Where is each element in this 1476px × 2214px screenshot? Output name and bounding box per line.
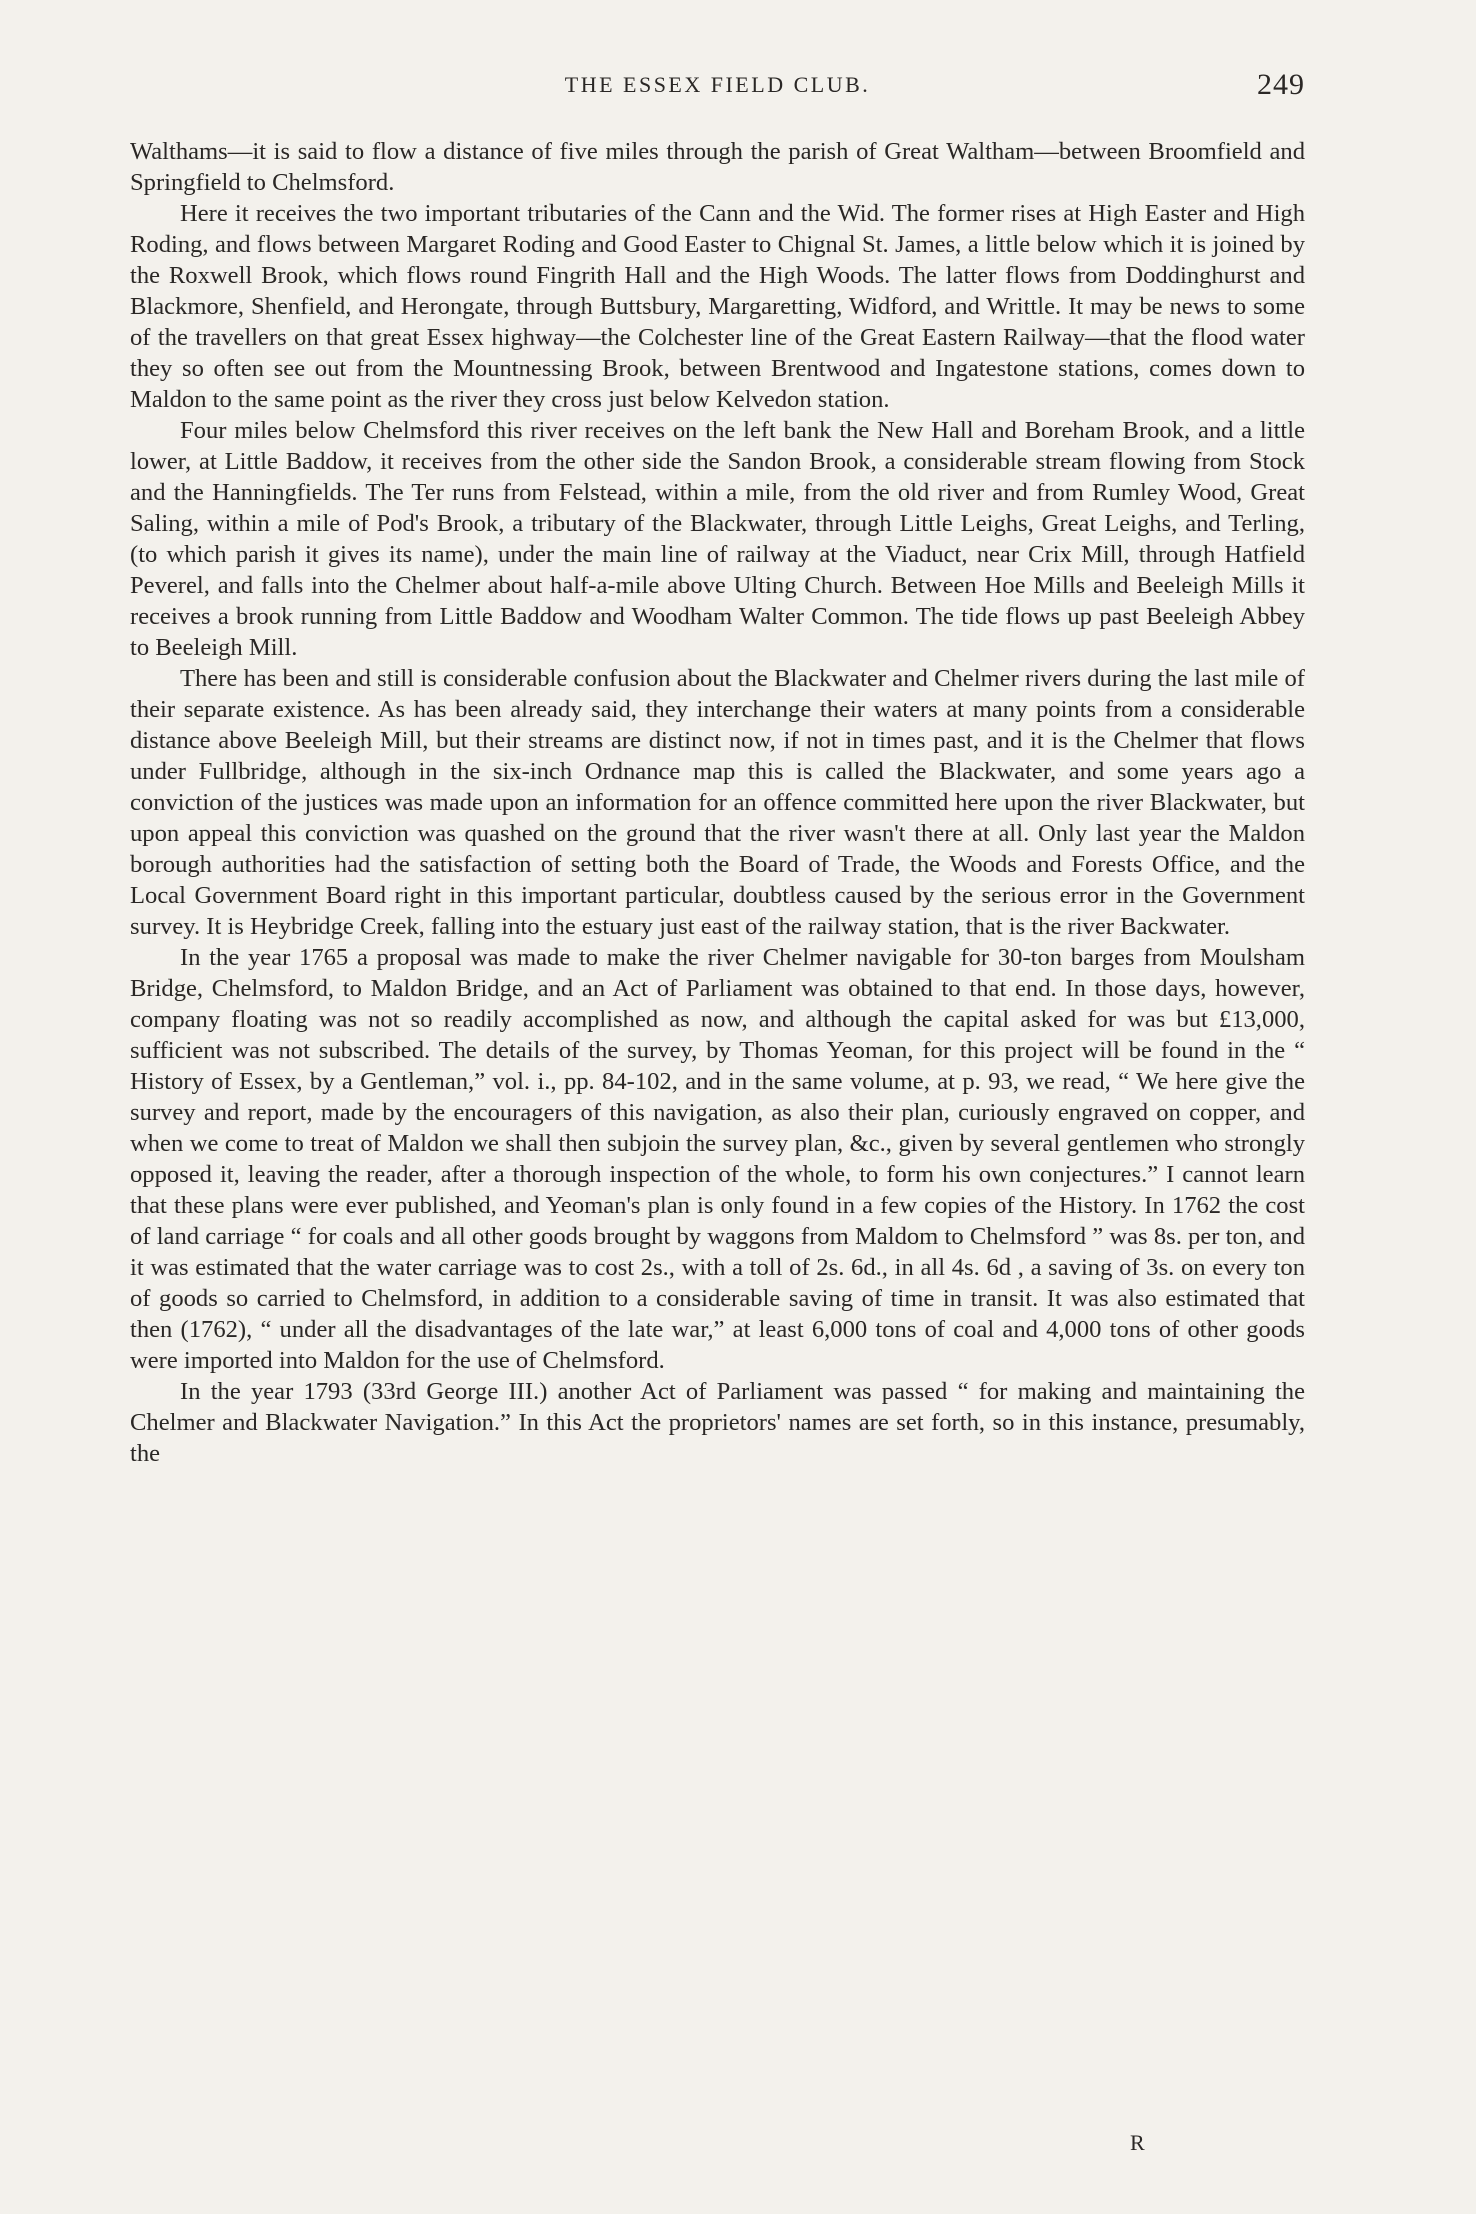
running-title: THE ESSEX FIELD CLUB. (564, 72, 871, 97)
paragraph-tributaries: Here it receives the two important tributaries of the Cann and the Wid. The former rises at High Easter and High Roding, and flows between Margaret Roding and Good Easter to Chignal St. James, a little below which it is joined by the Roxwell Brook, which flows round Fingrith Hall and the High Woods. The latter flows from Doddinghurst and Blackmore, Shenfield, and Herongate, through Buttsbury, Margaretting, Widford, and Writtle. It may be news to some of the travellers on that great Essex highway—the Colchester line of the Great Eastern Railway—that the flood water they so often see out from the Mountnessing Brook, between Brentwood and Ingatestone stations, comes down to Maldon to the same point as the river they cross just below Kelvedon station. (130, 200, 1305, 413)
body-text (130, 136, 1305, 1469)
paragraph-chelmsford-below: Four miles below Chelmsford this river receives on the left bank the New Hall and Boreham Brook, and a little lower, at Little Baddow, it receives from the other side the Sandon Brook, a considerable stream flowing from Stock and the Hanningfields. The Ter runs from Felstead, within a mile, from the old river and from Rumley Wood, Great Saling, within a mile of Pod's Brook, a tributary of the Blackwater, through Little Leighs, Great Leighs, and Terling, (to which parish it gives its name), under the main line of railway at the Viaduct, near Crix Mill, through Hatfield Peverel, and falls into the Chelmer about half-a-mile above Ulting Church. Between Hoe Mills and Beeleigh Mills it receives a brook running from Little Baddow and Woodham Walter Common. The tide flows up past Beeleigh Abbey to Beeleigh Mill. (130, 417, 1305, 661)
paragraph-confusion: There has been and still is considerable confusion about the Blackwater and Chelmer rivers during the last mile of their separate existence. As has been already said, they interchange their waters at many points from a considerable distance above Beeleigh Mill, but their streams are distinct now, if not in times past, and it is the Chelmer that flows under Fullbridge, although in the six-inch Ordnance map this is called the Blackwater, and some years ago a conviction of the justices was made upon an information for an offence committed here upon the river Blackwater, but upon appeal this conviction was quashed on the ground that the river wasn't there at all. Only last year the Maldon borough authorities had the satisfaction of setting both the Board of Trade, the Woods and Forests Office, and the Local Government Board right in this important particular, doubtless caused by the serious error in the Government survey. It is Heybridge Creek, falling into the estuary just east of the railway station, that is the river Backwater. (130, 665, 1305, 940)
running-head (130, 68, 1305, 108)
paragraph-continuation: Walthams—it is said to flow a distance of five miles through the parish of Great Waltham—between Broomfield and Springfield to Chelmsford. (130, 138, 1305, 196)
signature-mark: R (1130, 2130, 1146, 2155)
page-number: 249 (1257, 68, 1305, 101)
paragraph-navigation-1765: In the year 1765 a proposal was made to make the river Chelmer navigable for 30-ton barges from Moulsham Bridge, Chelmsford, to Maldon Bridge, and an Act of Parliament was obtained to that end. In those days, however, company floating was not so readily accomplished as now, and although the capital asked for was but £13,000, sufficient was not subscribed. The details of the survey, by Thomas Yeoman, for this project will be found in the “ History of Essex, by a Gentleman,” vol. i., pp. 84-102, and in the same volume, at p. 93, we read, “ We here give the survey and report, made by the encouragers of this navigation, as also their plan, curiously engraved on copper, and when we come to treat of Maldon we shall then subjoin the survey plan, &c., given by several gentlemen who strongly opposed it, leaving the reader, after a thorough inspection of the whole, to form his own conjectures.” I cannot learn that these plans were ever published, and Yeoman's plan is only found in a few copies of the History. In 1762 the cost of land carriage “ for coals and all other goods brought by waggons from Maldom to Chelmsford ” was 8s. per ton, and it was estimated that the water carriage was to cost 2s., with a toll of 2s. 6d., in all 4s. 6d , a saving of 3s. on every ton of goods so carried to Chelmsford, in addition to a considerable saving of time in transit. It was also estimated that then (1762), “ under all the disadvantages of the late war,” at least 6,000 tons of coal and 4,000 tons of other goods were imported into Maldon for the use of Chelmsford. (130, 944, 1305, 1374)
paragraph-act-1793: In the year 1793 (33rd George III.) another Act of Parliament was passed “ for making and maintaining the Chelmer and Blackwater Navigation.” In this Act the proprietors' names are set forth, so in this instance, presumably, the (130, 1378, 1305, 1467)
